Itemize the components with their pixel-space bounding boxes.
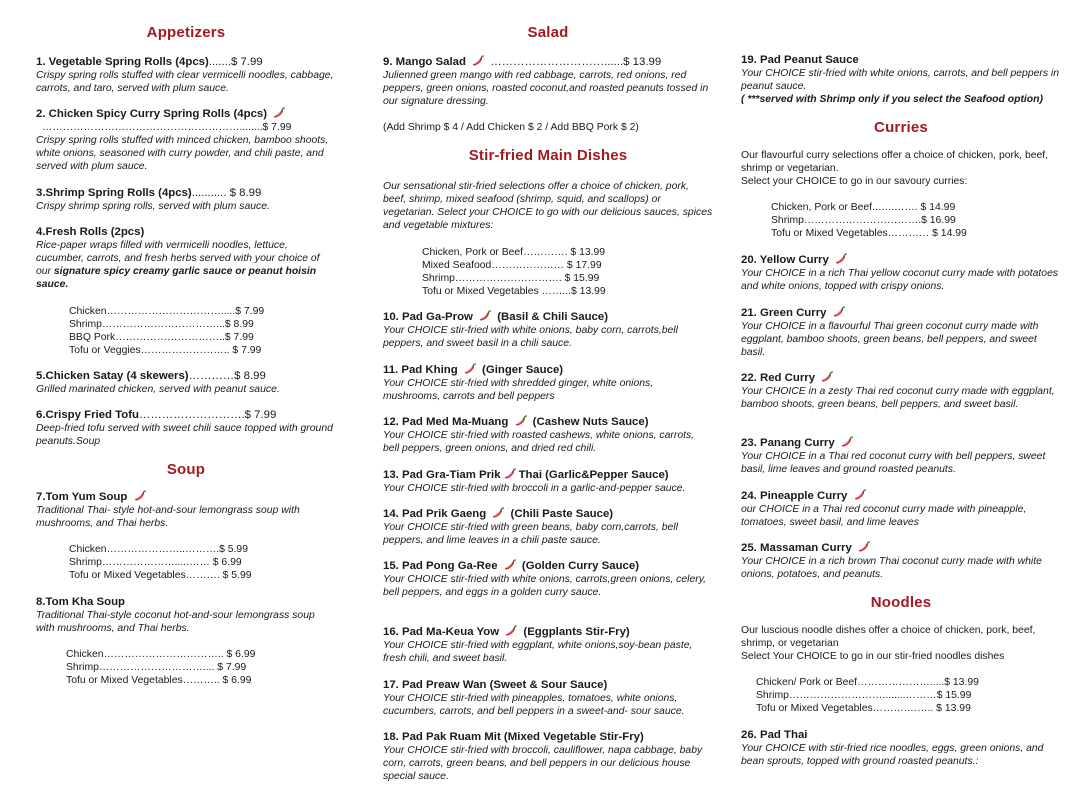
chili-pepper-icon [478,310,492,322]
menu-item-6: 6.Crispy Fried Tofu……………………….$ 7.99 Deep-fried tofu served with sweet chili sauce topped with ground peanuts.Soup [36,409,333,447]
menu-item-12: 12. Pad Med Ma-Muang (Cashew Nuts Sauce) Your CHOICE stir-fried with roasted cashews, white onions, carrots, bell peppers, green onions, and dried red chili. [383,416,695,454]
price-row: Tofu or Mixed Vegetables………… $ 14.99 [771,228,967,239]
price-row: Chicken…………………..……….$ 5.99 [69,544,248,555]
chili-pepper-icon [503,559,517,571]
chili-pepper-icon [853,489,867,501]
price-row: Tofu or Mixed Vegetables ……...$ 13.99 [422,286,606,297]
salad-addons: (Add Shrimp $ 4 / Add Chicken $ 2 / Add BBQ Pork $ 2) [383,122,639,133]
noodles-heading: Noodles [870,594,932,611]
price-row: Shrimp…………………………….$ 16.99 [771,215,956,226]
price-row: Chicken/ Pork or Beef………………….....$ 13.99 [756,677,979,688]
menu-item-2: 2. Chicken Spicy Curry Spring Rolls (4pcs) …………………………………………………........$ 7.99 Crispy spring rolls stuffed with minced chicken, bamboo shoots, white onions, seasoned with curry powder, and chili paste, and served with plum sauce. [36,108,329,172]
menu-item-21: 21. Green Curry Your CHOICE in a flavourful Thai green coconut curry made with eggplant, bamboo shoots, green beans, bell peppers, and sweet basil. [741,307,1039,358]
menu-item-16: 16. Pad Ma-Keua Yow (Eggplants Stir-Fry) Your CHOICE stir-fried with eggplant, white onions,soy-bean paste, fresh chili, and sweet basil. [383,626,693,664]
curries-intro-select: Select your CHOICE to go in our savoury curries: [741,176,968,187]
stir-fried-intro: Our sensational stir-fried selections offer a choice of chicken, pork, beef, shrimp, mixed seafood (shrimp, squid, and scallops) or vegetarian. Select your CHOICE to go with our delicious sauces, spices and vegetable mixtures: [383,181,713,231]
menu-item-18: 18. Pad Pak Ruam Mit (Mixed Vegetable Stir-Fry) Your CHOICE stir-fried with broccoli, cauliflower, napa cabbage, baby corn, carrots, green beans, and bell peppers in our delicious house special sauce. [383,731,703,782]
price-row: Shrimp…………………………. $ 15.99 [422,273,600,284]
menu-item-3: 3.Shrimp Spring Rolls (4pcs)........... $ 8.99 Crispy shrimp spring rolls, served with plum sauce. [36,187,270,212]
menu-item-4: 4.Fresh Rolls (2pcs) Rice-paper wraps filled with vermicelli noodles, lettuce, cucumber, carrots, and fresh herbs served with your choice of our signature spicy creamy garlic sauce or peanut hoisin sauce. [36,226,320,290]
price-row: Tofu or Veggies…………………….. $ 7.99 [69,345,262,356]
price-row: Chicken…………………………….....$ 7.99 [69,306,265,317]
column-right [741,0,1061,799]
menu-item-8: 8.Tom Kha Soup Traditional Thai-style coconut hot-and-sour lemongrass soup with mushrooms, and Thai herbs. [36,596,315,634]
stir-fried-heading: Stir-fried Main Dishes [468,147,628,164]
chili-pepper-icon [820,371,834,383]
price-row: Mixed Seafood………………… $ 17.99 [422,260,602,271]
price-row: Chicken, Pork or Beef…………. $ 13.99 [422,247,606,258]
price-row: Tofu or Mixed Vegetables………. $ 5.99 [69,570,252,581]
menu-item-5: 5.Chicken Satay (4 skewers)…………$ 8.99 Grilled marinated chicken, served with peanut sauce. [36,370,280,395]
salad-heading: Salad [527,24,569,41]
noodles-intro-select: Select Your CHOICE to go in our stir-fried noodles dishes [741,651,1005,662]
chili-pepper-icon [133,490,147,502]
curries-heading: Curries [874,119,928,136]
menu-item-19: 19. Pad Peanut Sauce Your CHOICE stir-fried with white onions, carrots, and bell peppers in peanut sauce. ( ***served with Shrimp only if you select the Seafood option) [741,54,1060,105]
menu-item-20: 20. Yellow Curry Your CHOICE in a rich Thai yellow coconut curry made with potatoes and white onions, topped with crispy onions. [741,254,1059,292]
chili-pepper-icon [840,436,854,448]
price-row: Shrimp………………………….... $ 7.99 [66,662,247,673]
price-row: BBQ Pork…………………………..$ 7.99 [69,332,254,343]
chili-pepper-icon [504,625,518,637]
price-row: Tofu or Mixed Vegetables……….…….. $ 13.99 [756,703,971,714]
chili-pepper-icon [834,253,848,265]
chili-pepper-icon [463,363,477,375]
menu-item-10: 10. Pad Ga-Prow (Basil & Chili Sauce) Your CHOICE stir-fried with white onions, baby corn, carrots,bell peppers, and sweet basil in a chili sauce. [383,311,678,349]
menu-item-11: 11. Pad Khing (Ginger Sauce) Your CHOICE stir-fried with shredded ginger, white onions, mushrooms, carrots and bell peppers [383,364,654,402]
menu-item-1: 1. Vegetable Spring Rolls (4pcs).......$ 7.99 Crispy spring rolls stuffed with clear vermicelli noodles, cabbage, carrots, and taro, served with plum sauce. [36,56,334,94]
menu-item-15: 15. Pad Pong Ga-Ree (Golden Curry Sauce) Your CHOICE stir-fried with white onions, carrots,green onions, celery, bell peppers, and eggs in a golden curry sauce. [383,560,707,598]
curries-intro: Our flavourful curry selections offer a choice of chicken, pork, beef, shrimp or vegetarian. [741,150,1049,174]
chili-pepper-icon [514,415,528,427]
noodles-intro: Our luscious noodle dishes offer a choice of chicken, pork, beef, shrimp, or vegetarian [741,625,1036,649]
menu-item-26: 26. Pad Thai Your CHOICE with stir-fried rice noodles, eggs, green onions, and bean sprouts, topped with ground roasted peanuts.: [741,729,1044,767]
menu-item-22: 22. Red Curry Your CHOICE in a zesty Thai red coconut curry made with eggplant, bamboo shoots, green beans, bell peppers, and sweet basil. [741,372,1055,410]
chili-pepper-icon [272,107,286,119]
menu-item-13: 13. Pad Gra-Tiam Prik Thai (Garlic&Pepper Sauce) Your CHOICE stir-fried with broccoli in a garlic-and-pepper sauce. [383,469,686,494]
appetizers-heading: Appetizers [146,24,226,41]
menu-item-25: 25. Massaman Curry Your CHOICE in a rich brown Thai coconut curry made with white onions, potatoes, and peanuts. [741,542,1042,580]
chili-pepper-icon [471,55,485,67]
chili-pepper-icon [491,507,505,519]
price-row: Shrimp………………….....…… $ 6.99 [69,557,242,568]
menu-item-7: 7.Tom Yum Soup Traditional Thai- style hot-and-sour lemongrass soup with mushrooms, and Thai herbs. [36,491,300,529]
price-row: Tofu or Mixed Vegetables……….. $ 6.99 [66,675,252,686]
price-row: Chicken, Pork or Beef..…..……. $ 14.99 [771,202,956,213]
soup-heading: Soup [166,461,206,478]
column-middle [383,0,713,799]
price-row: Chicken…………………………….. $ 6.99 [66,649,256,660]
menu-item-23: 23. Panang Curry Your CHOICE in a Thai red coconut curry with bell peppers, sweet basil, lime leaves and ground roasted peanuts. [741,437,1046,475]
column-left [36,0,336,799]
menu-item-9: 9. Mango Salad …………………………......$ 13.99 Julienned green mango with red cabbage, carrots, red onions, red peppers, green onions, roasted coconut,and roasted peanuts tossed in our signature dressing. [383,56,709,107]
price-row: Shrimp……………………………...$ 8.99 [69,319,254,330]
price-row: Shrimp………………………........………$ 15.99 [756,690,972,701]
menu-item-24: 24. Pineapple Curry our CHOICE in a Thai red coconut curry made with pineapple, tomatoes, sweet basil, and lime leaves [741,490,1027,528]
chili-pepper-icon [857,541,871,553]
menu-item-14: 14. Pad Prik Gaeng (Chili Paste Sauce) Your CHOICE stir-fried with green beans, baby corn,carrots, bell peppers, and lime leaves in a chili paste sauce. [383,508,678,546]
chili-pepper-icon [832,306,846,318]
menu-item-17: 17. Pad Preaw Wan (Sweet & Sour Sauce) Your CHOICE stir-fried with pineapples, tomatoes, white onions, cucumbers, carrots, and bell peppers in a sweet-and- sour sauce. [383,679,685,717]
chili-pepper-icon [503,468,517,480]
